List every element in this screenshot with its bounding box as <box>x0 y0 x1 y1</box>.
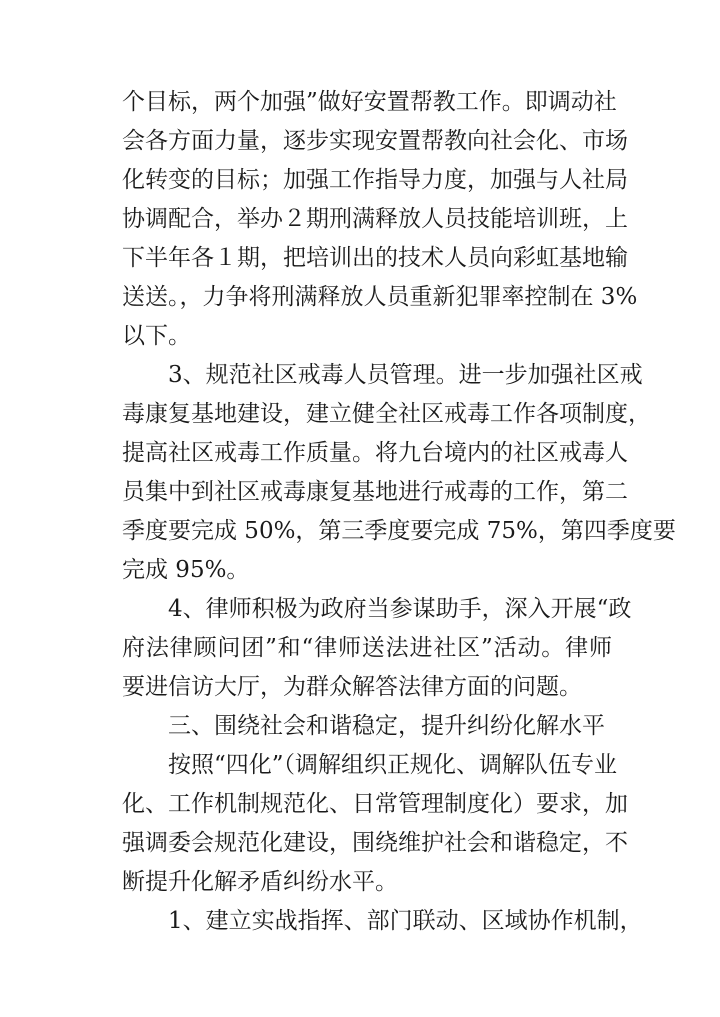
paragraph-first-line: 3、规范社区戒毒人员管理。进一步加强社区戒 <box>168 362 643 388</box>
text-line: 强调委会规范化建设，围绕维护社会和谐稳定，不 <box>122 830 628 856</box>
paragraph-first-line: 1、建立实战指挥、部门联动、区域协作机制， <box>168 908 643 934</box>
text-line: 完成 95%。 <box>122 557 250 583</box>
text-line: 送送。，力争将刑满释放人员重新犯罪率控制在 3% <box>122 284 638 310</box>
text-line: 府法律顾问团”和“律师送法进社区”活动。律师 <box>122 635 612 661</box>
text-line: 员集中到社区戒毒康复基地进行戒毒的工作，第二 <box>122 479 628 505</box>
text-line: 要进信访大厅，为群众解答法律方面的问题。 <box>122 674 582 700</box>
text-line: 下半年各１期，把培训出的技术人员向彩虹基地输 <box>122 245 628 271</box>
text-line: 个目标，两个加强”做好安置帮教工作。即调动社 <box>122 89 617 115</box>
document-body <box>122 83 676 941</box>
text-line: 化、工作机制规范化、日常管理制度化）要求，加 <box>122 791 628 817</box>
text-line: 提高社区戒毒工作质量。将九台境内的社区戒毒人 <box>122 440 628 466</box>
paragraph-first-line: 4、律师积极为政府当参谋助手，深入开展“政 <box>168 596 632 622</box>
text-line: 季度要完成 50%，第三季度要完成 75%，第四季度要 <box>122 518 676 544</box>
text-line: 断提升化解矛盾纠纷水平。 <box>122 869 398 895</box>
section-heading: 三、围绕社会和谐稳定，提升纠纷化解水平 <box>168 713 605 739</box>
text-line: 化转变的目标；加强工作指导力度，加强与人社局 <box>122 167 628 193</box>
text-line: 毒康复基地建设，建立健全社区戒毒工作各项制度， <box>122 401 651 427</box>
text-line: 以下。 <box>122 323 191 349</box>
paragraph-first-line: 按照“四化”（调解组织正规化、调解队伍专业 <box>168 752 618 778</box>
text-line: 协调配合，举办２期刑满释放人员技能培训班，上 <box>122 206 628 232</box>
text-line: 会各方面力量，逐步实现安置帮教向社会化、市场 <box>122 128 628 154</box>
